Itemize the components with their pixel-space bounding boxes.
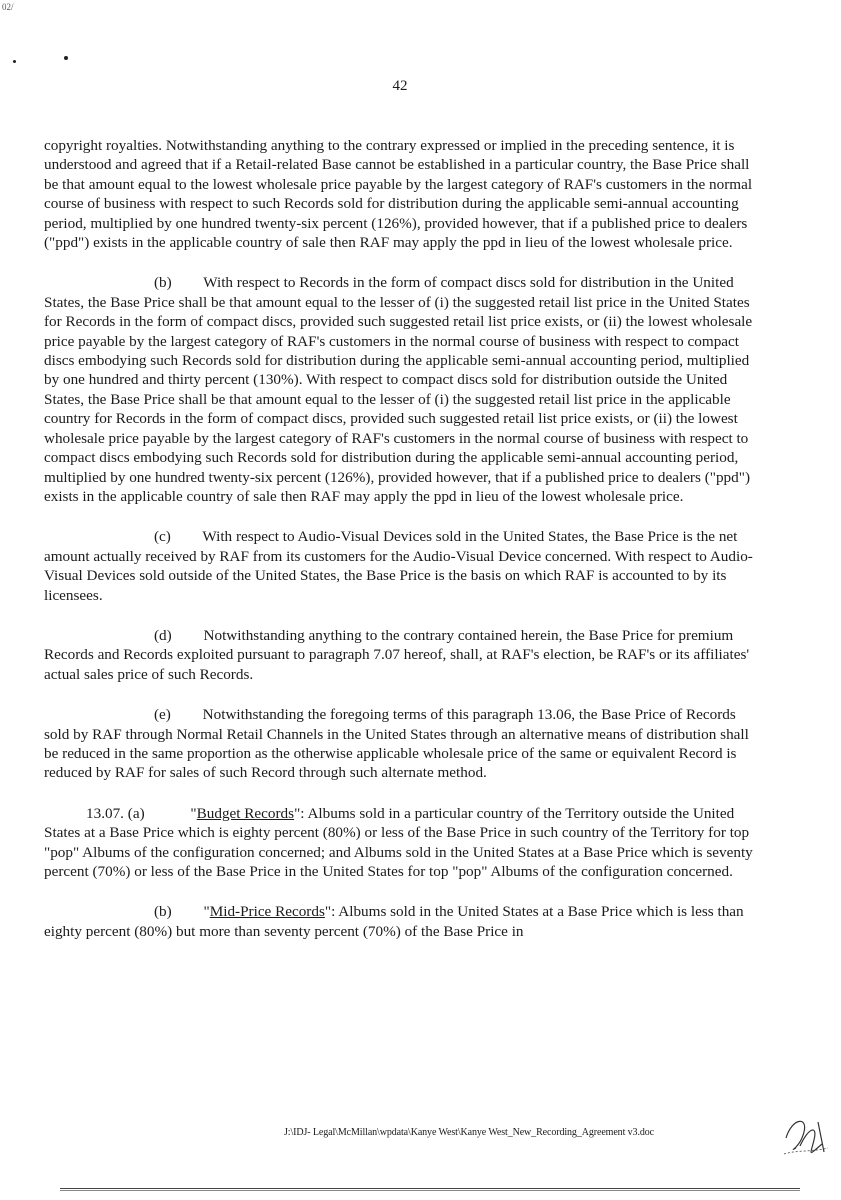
paragraph-text: With respect to Audio-Visual Devices sold in the United States, the Base Price is the net amount actually received by RAF from its customers for the Audio-Visual Device concerned. With respect to Audio-Visual Devices sold outside of the United States, the Base Price is the basis on which RAF is accounted to by its licensees.	[44, 528, 753, 604]
document-body	[44, 136, 764, 962]
page-number: 42	[392, 78, 408, 94]
paragraph-text: Notwithstanding the foregoing terms of this paragraph 13.06, the Base Price of Records sold by RAF through Normal Retail Channels in the United States through an alternative means of distribution shall be reduced in the same proportion as the otherwise applicable wholesale price of the same or equivalent Record is reduced by RAF for sales of such Record through such alternate method.	[44, 706, 749, 782]
scan-speck	[13, 60, 16, 63]
paragraph-c	[44, 527, 764, 605]
corner-mark: 02/	[2, 2, 14, 12]
paragraph-label: (b)	[154, 274, 172, 292]
paragraph-b	[44, 273, 764, 506]
paragraph-d	[44, 626, 764, 684]
footer-rule-secondary	[60, 1190, 800, 1191]
paragraph-13-07-b: (b) "Mid-Price Records": Albums sold in the United States at a Base Price which is less than eighty percent (80%) but more than seventy percent (70%) of the Base Price in	[44, 903, 744, 940]
defined-term: Mid-Price Records	[209, 903, 325, 921]
paragraph-text: Notwithstanding anything to the contrary contained herein, the Base Price for premium Records and Records exploited pursuant to paragraph 7.07 hereof, shall, at RAF's election, be RAF's or its affiliates' actual sales price of such Records.	[44, 626, 750, 683]
footer-file-path: J:\IDJ- Legal\McMillan\wpdata\Kanye West\Kanye West_New_Recording_Agreement v3.doc	[284, 1127, 654, 1138]
initials-signature	[778, 1108, 834, 1164]
paragraph-continuation	[44, 136, 764, 252]
section-number: 13.07.	[86, 804, 124, 822]
paragraph-text: copyright royalties. Notwithstanding anything to the contrary expressed or implied in the preceding sentence, it is understood and agreed that if a Retail-related Base cannot be established in a particular country, the Base Price shall be that amount equal to the lowest wholesale price payable by the largest category of RAF's customers in the normal course of business with respect to such Records sold for distribution during the applicable semi-annual accounting period, multiplied by one hundred twenty-six percent (126%), provided however, that if a published price to dealers ("ppd") exists in the applicable country of sale then RAF may apply the ppd in lieu of the lowest wholesale price.	[44, 137, 753, 252]
paragraph-text: With respect to Records in the form of compact discs sold for distribution in the United States, the Base Price shall be that amount equal to the lesser of (i) the suggested retail list price in the United States for Records in the form of compact discs, provided such suggested retail list price exists, or (ii) the lowest wholesale price payable by the largest category of RAF's customers in the normal course of business with respect to compact discs embodying such Records sold for distribution during the applicable semi-annual accounting period, multiplied by one hundred and thirty percent (130%). With respect to compact discs sold for distribution outside the United States, the Base Price shall be that amount equal to the lesser of (i) the suggested retail list price in the applicable country for Records in the form of compact discs, provided such suggested retail list price exists, or (ii) the lowest wholesale price payable by the largest category of RAF's customers in the normal course of business with respect to compact discs embodying such Records sold for distribution during the applicable semi-annual accounting period, multiplied by one hundred twenty-six percent (126%), provided however, that if a published price to dealers ("ppd") exists in the applicable country of sale then RAF may apply the ppd in lieu of the lowest wholesale price.	[44, 274, 753, 505]
paragraph-label: (c)	[154, 528, 171, 546]
paragraph-text: : Albums sold in the United States at a Base Price which is less than eighty percent (80%) but more than seventy percent (70%) of the Base Price in	[44, 903, 744, 940]
footer-rule	[60, 1188, 800, 1189]
paragraph-label: (d)	[154, 626, 172, 644]
paragraph-text: : Albums sold in a particular country of the Territory outside the United States at a Base Price which is eighty percent (80%) or less of the Base Price in such country of the Territory for top "pop" Albums of the configuration concerned; and Albums sold in the United States at a Base Price which is seventy percent (70%) or less of the Base Price in the United States for top "pop" Albums of the configuration concerned.	[44, 804, 753, 880]
paragraph-e	[44, 705, 764, 783]
paragraph-label: (e)	[154, 706, 171, 724]
paragraph-label: (b)	[154, 903, 172, 921]
paragraph-label: (a)	[127, 804, 145, 822]
paragraph-13-07-a: 13.07. (a) "Budget Records": Albums sold in a particular country of the Territory outside the United States at a Base Price which is eighty percent (80%) or less of the Base Price in such country of the Territory for top "pop" Albums of the configuration concerned; and Albums sold in the United States at a Base Price which is seventy percent (70%) or less of the Base Price in the United States for top "pop" Albums of the configuration concerned.	[44, 804, 753, 880]
scan-speck	[64, 56, 68, 60]
defined-term: Budget Records	[196, 804, 295, 822]
